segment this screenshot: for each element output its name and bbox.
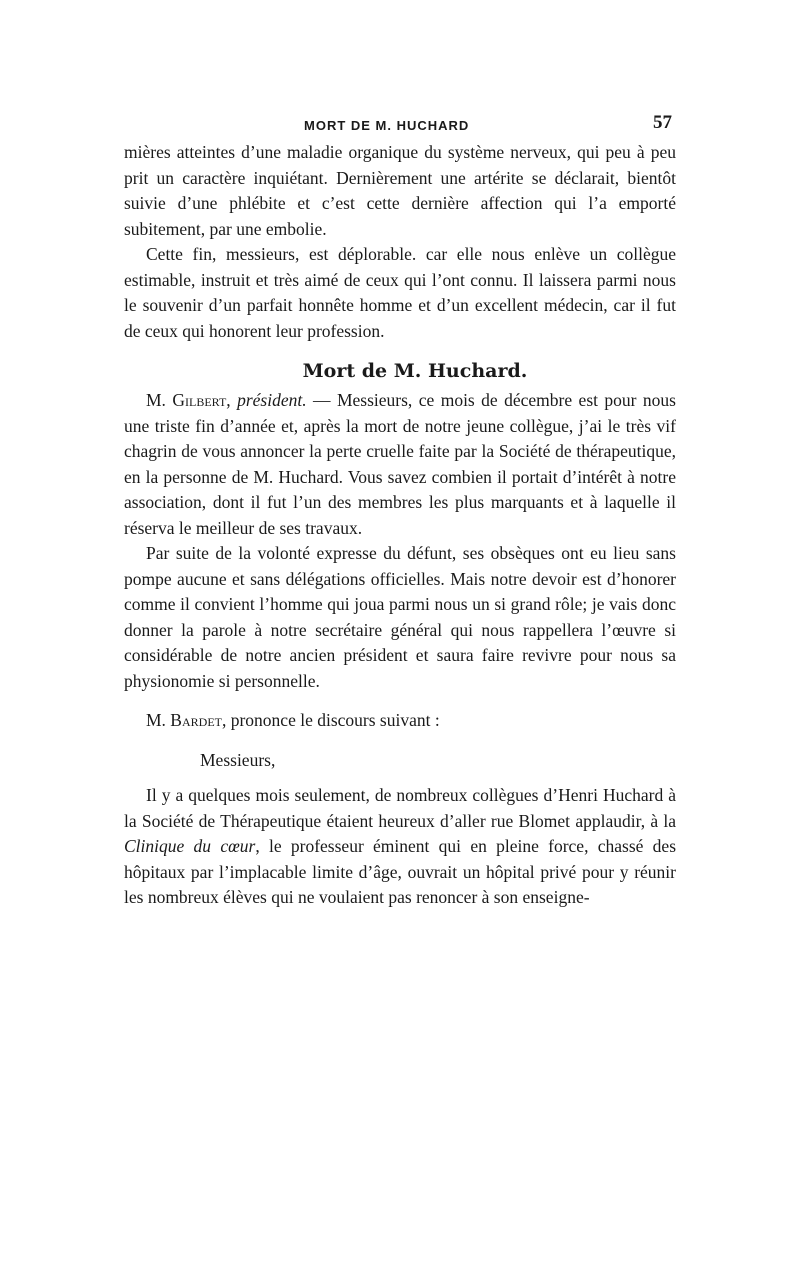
page-number: 57: [653, 112, 672, 133]
paragraph-gilbert: [124, 388, 676, 541]
speaker-role: président.: [237, 390, 307, 410]
salutation: Messieurs,: [200, 749, 276, 770]
running-title: MORT DE M. HUCHARD: [304, 118, 470, 133]
section-heading: Mort de M. Huchard.: [302, 360, 528, 382]
speech-text-after: , le professeur éminent qui en pleine force, chassé des hôpitaux par l’implacable limite d’âge, ouvrait un hôpital privé pour y réunir les nombreux élèves qui ne voulaient pas renoncer à son enseigne-: [124, 836, 676, 907]
paragraph-bardet: [124, 708, 676, 734]
speech-italic-title: Clinique du cœur: [124, 836, 256, 856]
speaker-gilbert: M. Gilbert,: [146, 390, 231, 410]
speaker-bardet: M. Bardet,: [146, 710, 227, 730]
running-head: [124, 108, 676, 134]
paragraph-speech: [124, 783, 676, 911]
paragraph-obseques: Par suite de la volonté expresse du défunt, ses obsèques ont eu lieu sans pompe aucune et sans délégations officielles. Mais notre devoir est d’honorer comme il convient l’homme qui joua parmi nous un si grand rôle; je vais donc donner la parole à notre secrétaire général qui nous rappellera l’œuvre si considérable de notre ancien président et saura faire revivre pour nous sa physionomie si personnelle.: [124, 543, 676, 691]
document-page: [124, 108, 676, 911]
paragraph-cette-fin: Cette fin, messieurs, est déplorable. car elle nous enlève un collègue estimable, instruit et très aimé de ceux qui l’ont connu. Il laissera parmi nous le souvenir d’un parfait honnête homme et d’un excellent médecin, car il fut de ceux qui honorent leur profession.: [124, 244, 676, 341]
gilbert-text: — Messieurs, ce mois de décembre est pour nous une triste fin d’année et, après la mort de notre jeune collègue, j’ai le très vif chagrin de vous annoncer la perte cruelle faite par la Société de thérapeutique, en la personne de M. Huchard. Vous savez combien il portait d’intérêt à notre association, dont il fut l’un des membres les plus marquants et à laquelle il réserva le meilleur de ses travaux.: [124, 390, 676, 538]
speech-text-before: Il y a quelques mois seulement, de nombreux collègues d’Henri Huchard à la Société de Thérapeutique étaient heureux d’aller rue Blomet applaudir, à la: [124, 785, 676, 831]
paragraph-continuation: mières atteintes d’une maladie organique du système nerveux, qui peu à peu prit un caractère inquiétant. Dernièrement une artérite se déclarait, bientôt suivie d’une phlébite et c’est cette dernière affection qui l’a emporté subitement, par une embolie.: [124, 142, 676, 239]
bardet-text: prononce le discours suivant :: [226, 710, 440, 730]
